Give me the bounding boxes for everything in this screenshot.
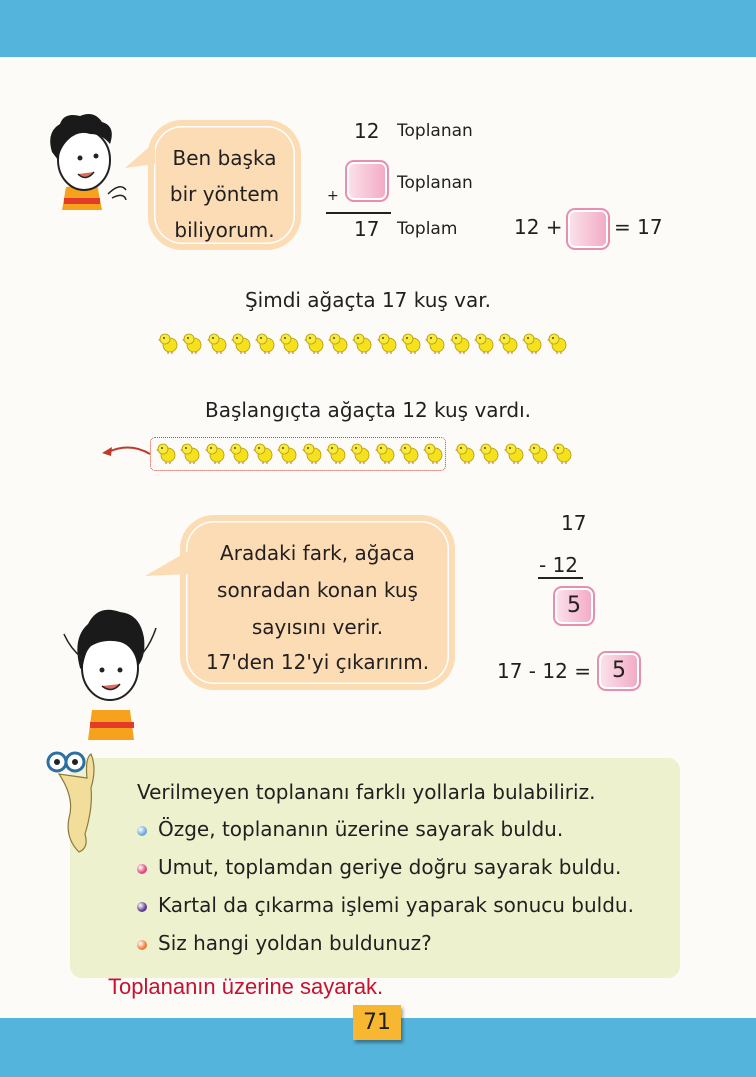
chick-icon (552, 442, 573, 464)
speech-bubble-2 (180, 515, 455, 690)
bubble-line: sonradan konan kuş (217, 578, 418, 602)
chick-icon (255, 332, 276, 354)
equation-left: 12 + (514, 215, 563, 239)
bubble-line: Ben başka (172, 146, 277, 170)
chick-icon (302, 442, 323, 464)
bullet-icon (137, 940, 147, 950)
boy-illustration-2 (60, 598, 160, 743)
chick-icon (231, 332, 252, 354)
chick-icon (279, 332, 300, 354)
chick-icon (450, 332, 471, 354)
bubble-tail-2 (145, 548, 190, 578)
minuend: 17 (561, 511, 587, 535)
chick-icon (277, 442, 298, 464)
bubble-line: bir yöntem (169, 182, 280, 206)
now-sentence: Şimdi ağaçta 17 kuş var. (244, 288, 492, 312)
chick-row-added (455, 442, 573, 464)
panel-item: Özge, toplananın üzerine sayarak buldu. (158, 817, 564, 841)
bubble-line: sayısını verir. (251, 615, 384, 639)
chick-icon (253, 442, 274, 464)
chick-row-start (156, 442, 444, 464)
chick-icon (377, 332, 398, 354)
chick-icon (474, 332, 495, 354)
chick-icon (328, 332, 349, 354)
chick-icon (350, 442, 371, 464)
boy-illustration (42, 112, 132, 220)
bubble-line: biliyorum. (174, 218, 275, 242)
chick-icon (423, 442, 444, 464)
chick-icon (479, 442, 500, 464)
subtraction-equation: 17 - 12 = (497, 659, 591, 683)
chick-icon (158, 332, 179, 354)
missing-addend-box[interactable] (345, 160, 389, 202)
chick-icon (528, 442, 549, 464)
sum-line (326, 212, 391, 214)
top-band (0, 0, 756, 57)
chick-icon (326, 442, 347, 464)
bullet-icon (137, 864, 147, 874)
sum: 17 (354, 217, 380, 241)
addend-1-label: Toplanan (397, 121, 473, 141)
speech-bubble-1 (148, 120, 301, 250)
plus-sign: + (327, 188, 339, 204)
handwritten-answer: Toplananın üzerine sayarak. (108, 974, 384, 999)
chick-icon (504, 442, 525, 464)
chick-icon (156, 442, 177, 464)
panel-item: Kartal da çıkarma işlemi yaparak sonucu buldu. (158, 893, 634, 917)
page-number: 71 (353, 1005, 401, 1040)
chick-row-now (158, 332, 568, 354)
chick-icon (304, 332, 325, 354)
panel-item: Umut, toplamdan geriye doğru sayarak buldu. (158, 855, 622, 879)
addend-1: 12 (354, 119, 380, 143)
chick-icon (180, 442, 201, 464)
bullet-icon (137, 902, 147, 912)
chick-icon (207, 332, 228, 354)
chick-icon (547, 332, 568, 354)
panel-intro: Verilmeyen toplananı farklı yollarla bulabiliriz. (137, 780, 596, 804)
arrow-left-icon (100, 440, 152, 462)
chick-icon (498, 332, 519, 354)
chick-icon (401, 332, 422, 354)
subtraction-result-box: 5 (597, 651, 641, 691)
start-sentence: Başlangıçta ağaçta 12 kuş vardı. (204, 398, 532, 422)
chick-icon (522, 332, 543, 354)
bubble-tail (125, 140, 155, 170)
addend-2-label: Toplanan (397, 173, 473, 193)
bubble-line: Aradaki fark, ağaca (220, 541, 415, 565)
bullet-icon (137, 826, 147, 836)
chick-icon (399, 442, 420, 464)
chick-icon (375, 442, 396, 464)
subtrahend: - 12 (539, 553, 579, 577)
panel-item: Siz hangi yoldan buldunuz? (158, 931, 432, 955)
chick-icon (425, 332, 446, 354)
equation-right: = 17 (614, 215, 663, 239)
chick-icon (352, 332, 373, 354)
mascot-illustration (45, 748, 105, 858)
difference-box: 5 (553, 586, 595, 626)
difference-line (538, 577, 583, 579)
sum-label: Toplam (397, 219, 458, 239)
chick-icon (205, 442, 226, 464)
chick-icon (455, 442, 476, 464)
bubble-line: 17'den 12'yi çıkarırım. (205, 650, 430, 674)
chick-icon (229, 442, 250, 464)
equation-missing-box[interactable] (566, 208, 610, 250)
chick-icon (182, 332, 203, 354)
